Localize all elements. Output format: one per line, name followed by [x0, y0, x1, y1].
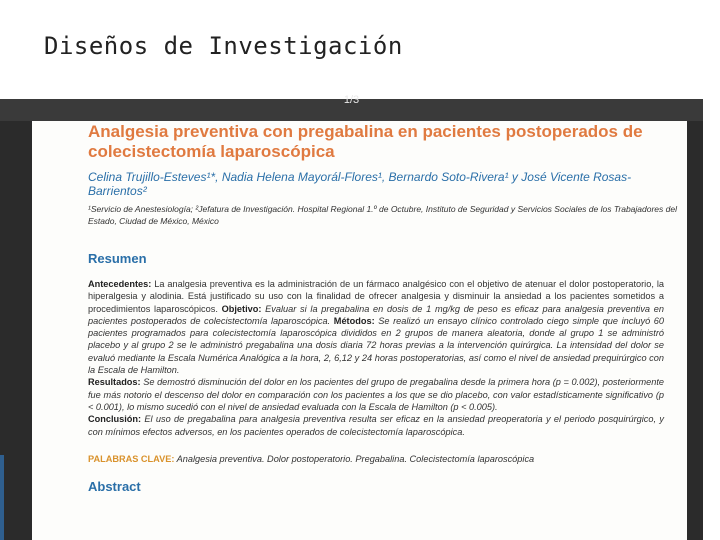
conclusion-text: El uso de pregabalina para analgesia preventiva resulta ser eficaz en la ansiedad preoperatoria y el periodo posquirúrgico, y con mínimos efectos adversos, en los pacientes operados de colecistectomía laparoscópica. — [88, 414, 664, 437]
paper-affiliation: ¹Servicio de Anestesiología; ²Jefatura de Investigación. Hospital Regional 1.º de Octubre, Instituto de Seguridad y Servicios Sociales de los Trabajadores del Estado, Ciudad de México, México — [88, 204, 677, 226]
pdf-page[interactable] — [32, 121, 687, 540]
metodos-label: Métodos: — [333, 315, 375, 326]
conclusion-label: Conclusión: — [88, 414, 142, 425]
abstract-heading: Abstract — [88, 478, 141, 494]
left-accent-bar — [0, 455, 4, 540]
viewer-edge — [703, 99, 720, 540]
page-counter: 1/3 — [343, 94, 360, 106]
keywords — [88, 454, 678, 464]
paper-content — [88, 121, 678, 494]
resumen-heading: Resumen — [88, 251, 147, 266]
objetivo-label: Objetivo: — [221, 303, 262, 314]
resultados-label: Resultados: — [88, 377, 141, 388]
resultados-text: Se demostró disminución del dolor en los pacientes del grupo de pregabalina desde la primera hora (p = 0.002), posteriormente fue más notorio el descenso del dolor en comparación con los pacientes a los que se dio placebo, con valor estadísticamente significativo (p < 0.001), lo mismo sucedió con el nivel de ansiedad evaluada con la Escala de Hamilton (p < 0.005). — [88, 377, 664, 412]
viewer-toolbar — [0, 94, 703, 121]
antecedentes-text: La analgesia preventiva es la administración de un fármaco analgésico con el objetivo de atenuar el dolor postoperatorio, la hiperalgesia y alodinia. Está justificado su uso con la finalidad de ofrecer analgesia y disminuir la ansiedad a los pacientes sometidos a procedimientos laparoscópicos. — [88, 279, 664, 314]
slide-title: Diseños de Investigación — [44, 32, 403, 60]
keywords-text: Analgesia preventiva. Dolor postoperatorio. Pregabalina. Colecistectomía laparoscópica — [176, 453, 535, 464]
antecedentes-label: Antecedentes: — [88, 279, 152, 289]
keywords-label: PALABRAS CLAVE: — [88, 453, 175, 464]
paper-title: Analgesia preventiva con pregabalina en pacientes postoperados de colecistectomía laparoscópica — [88, 122, 643, 161]
metodos-text: Se realizó un ensayo clínico controlado ciego simple que incluyó 60 pacientes programados para colecistectomía laparoscópica divididos en 2 grupos de manera aleatoria, donde al grupo 1 se administró placebo y al grupo 2 se le administró pregabalina una dosis diaria 72 horas previas a la intervención quirúrgica. La intensidad del dolor se evaluó mediante la Escala Numérica Analógica a la hora, 2, 6,12 y 24 horas postoperatorias, así como el nivel de ansiedad prequirúrgico con la Escala de Hamilton. — [88, 315, 664, 376]
paper-authors: Celina Trujillo-Esteves¹*, Nadia Helena Mayorál-Flores¹, Bernardo Soto-Rivera¹ y José Vicente Rosas-Barrientos² — [88, 170, 632, 198]
objetivo-text: Evaluar si la pregabalina en dosis de 1 mg/kg de peso es eficaz para analgesia preventiva en pacientes postoperados de colecistectomía laparoscópica. — [88, 303, 664, 326]
abstract-body — [88, 278, 678, 438]
